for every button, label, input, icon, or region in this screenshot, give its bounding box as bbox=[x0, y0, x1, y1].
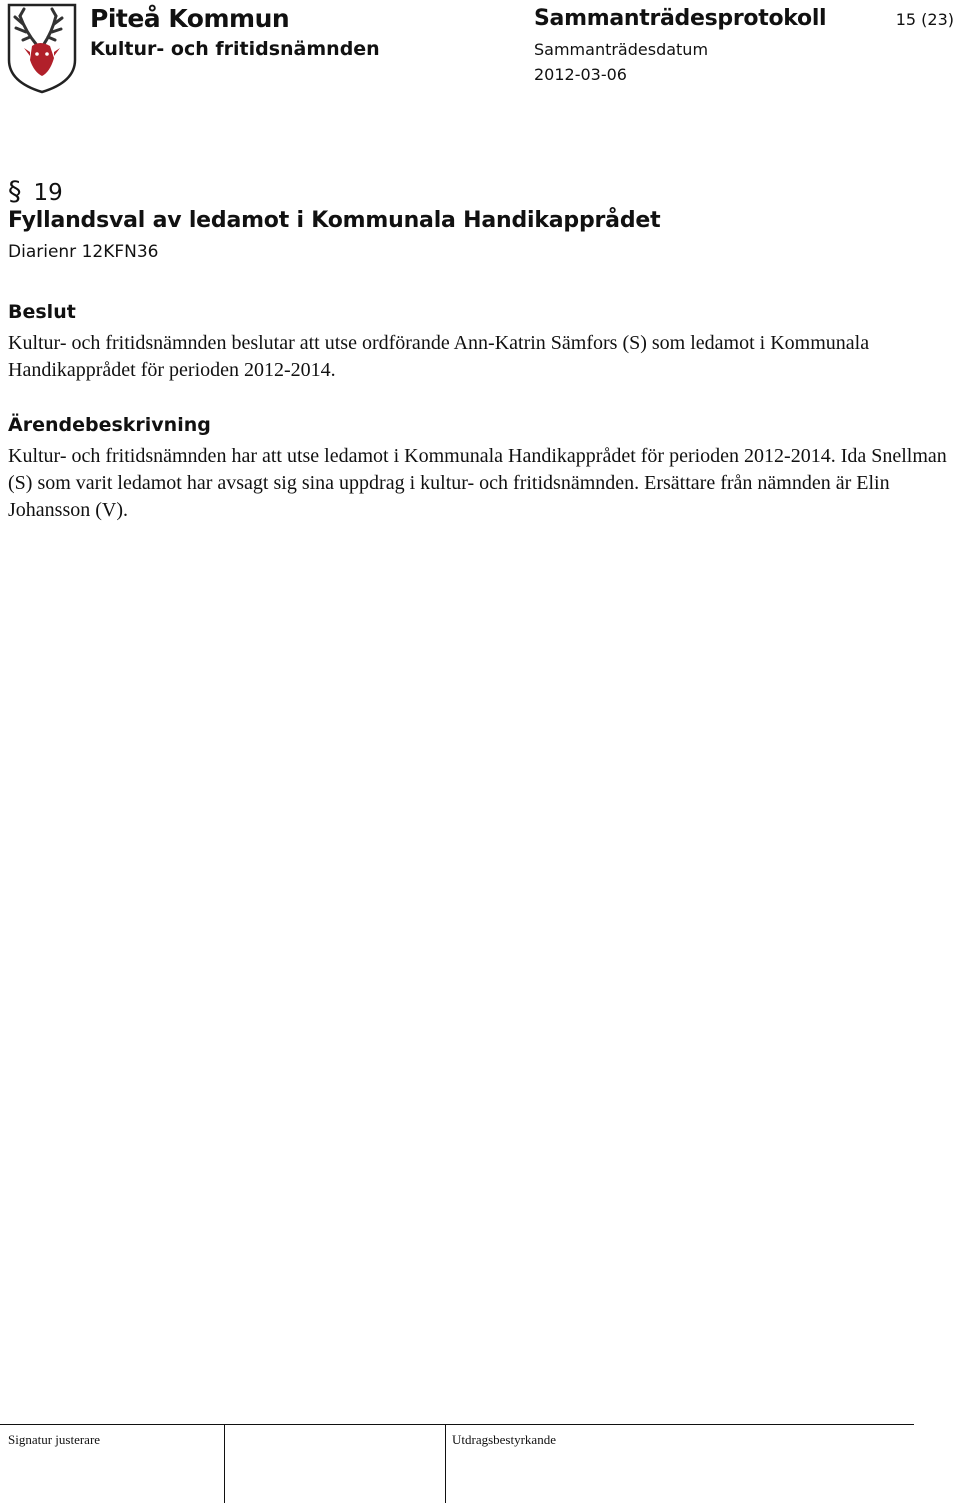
section-symbol: § bbox=[8, 176, 22, 207]
meeting-date-label: Sammanträdesdatum bbox=[534, 40, 709, 59]
reindeer-coat-of-arms-icon bbox=[6, 2, 78, 94]
decision-heading: Beslut bbox=[8, 301, 76, 323]
extract-label: Utdragsbestyrkande bbox=[452, 1432, 556, 1447]
diary-number: Diarienr 12KFN36 bbox=[8, 242, 159, 262]
footer-column-divider bbox=[445, 1424, 446, 1503]
description-heading: Ärendebeskrivning bbox=[8, 414, 211, 436]
decision-text: Kultur- och fritidsnämnden beslutar att utse ordförande Ann-Katrin Sämfors (S) som ledamot i Kommunala Handikapprådet för perioden 2012-2014. bbox=[8, 332, 870, 381]
signature-label: Signatur justerare bbox=[8, 1432, 101, 1447]
document-type: Sammanträdesprotokoll bbox=[534, 6, 827, 31]
footer-divider bbox=[0, 1424, 914, 1425]
section-title: Fyllandsval av ledamot i Kommunala Handikapprådet bbox=[8, 208, 661, 233]
municipality-name: Piteå Kommun bbox=[90, 4, 290, 33]
committee-name: Kultur- och fritidsnämnden bbox=[90, 38, 380, 60]
meeting-date: 2012-03-06 bbox=[534, 65, 627, 84]
page-number: 15 (23) bbox=[895, 10, 954, 29]
section-number: 19 bbox=[33, 180, 63, 206]
footer-column-divider bbox=[224, 1424, 225, 1503]
signature-footer bbox=[0, 1424, 960, 1503]
description-text: Kultur- och fritidsnämnden har att utse ledamot i Kommunala Handikapprådet för perioden 2012-2014. Ida Snellman (S) som varit ledamot har avsagt sig sina uppdrag i kultur- och fritidsnämnden. Ersättare från nämnden är Elin Johansson (V). bbox=[8, 445, 947, 521]
section-number-line bbox=[8, 176, 63, 207]
